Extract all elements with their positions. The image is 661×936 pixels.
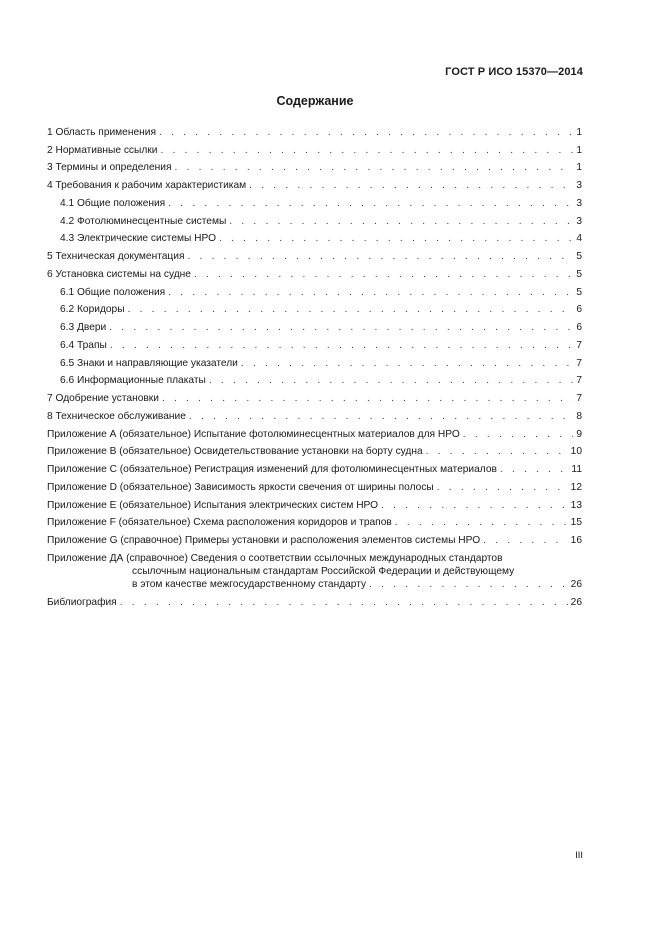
toc-entry[interactable] — [47, 228, 582, 246]
toc-entry-label: Приложение С (обязательное) Регистрация изменений для фотолюминесцентных материалов — [47, 464, 497, 475]
toc-leader-dots — [437, 481, 568, 494]
toc-entry-label: 6.5 Знаки и направляющие указатели — [60, 357, 238, 369]
toc-leader-dots — [209, 374, 574, 387]
toc-entry[interactable] — [47, 370, 582, 388]
toc-entry[interactable] — [47, 174, 582, 192]
toc-entry-page: 26 — [570, 579, 582, 590]
toc-entry-label: Приложение D (обязательное) Зависимость яркости свечения от ширины полосы — [47, 481, 434, 493]
toc-entry-label: 4.2 Фотолюминесцентные системы — [60, 215, 227, 227]
toc-entry-page: 7 — [576, 357, 582, 369]
toc-entry-page: 5 — [576, 251, 582, 262]
toc-entry[interactable] — [47, 529, 582, 547]
toc-entry-label: Приложение G (справочное) Примеры установки и расположения элементов системы НРО — [47, 535, 481, 546]
toc-leader-dots — [463, 428, 574, 441]
toc-entry[interactable] — [47, 334, 582, 352]
toc-entry-label: Библиография — [47, 596, 117, 608]
table-of-contents — [47, 121, 582, 609]
toc-entry-page: 9 — [576, 428, 582, 440]
toc-entry-label: 4.1 Общие положения — [60, 197, 166, 209]
toc-leader-dots — [219, 232, 573, 245]
toc-entry-label: 6 Установка системы на судне — [47, 268, 191, 280]
toc-entry[interactable] — [47, 121, 582, 139]
toc-entry-label: 6.2 Коридоры — [60, 304, 125, 316]
toc-leader-dots — [426, 445, 568, 458]
toc-entry[interactable] — [47, 441, 582, 459]
toc-leader-dots — [168, 197, 573, 210]
toc-entry-label: 3 Термины и определения — [47, 162, 172, 174]
toc-entry-label: Приложение ДА (справочное) Сведения о соответствии ссылочных международных стандартов — [47, 553, 503, 564]
toc-entry-label: 1 Область применения — [47, 126, 156, 138]
toc-entry[interactable] — [47, 512, 582, 530]
toc-entry-label: 5 Техническая документация — [47, 251, 185, 262]
toc-entry-label: Приложение В (обязательное) Освидетельствование установки на борту судна — [47, 446, 423, 458]
toc-leader-dots — [189, 410, 573, 423]
toc-entry[interactable] — [47, 316, 582, 334]
toc-leader-dots — [381, 499, 568, 512]
toc-entry-appendix-da[interactable] — [47, 547, 582, 591]
toc-leader-dots — [168, 286, 573, 299]
toc-entry-page: 12 — [570, 481, 582, 493]
page-number: III — [575, 850, 583, 861]
toc-leader-dots — [120, 596, 568, 609]
toc-entry-label: 8 Техническое обслуживание — [47, 410, 186, 422]
toc-entry-label: Приложение F (обязательное) Схема расположения коридоров и трапов — [47, 517, 392, 529]
toc-leader-dots — [395, 516, 568, 529]
toc-entry[interactable] — [47, 192, 582, 210]
toc-entry-label: в этом качестве межгосударственному стандарту — [132, 579, 367, 590]
toc-leader-dots — [500, 463, 569, 476]
toc-title: Содержание — [276, 94, 354, 108]
toc-entry[interactable] — [47, 245, 582, 263]
toc-leader-dots — [128, 303, 574, 316]
toc-leader-dots — [229, 215, 573, 228]
toc-entry-label: 6.6 Информационные плакаты — [60, 375, 206, 387]
toc-entry[interactable] — [47, 476, 582, 494]
toc-leader-dots — [159, 126, 573, 139]
toc-items — [47, 121, 582, 547]
toc-entry[interactable] — [47, 210, 582, 228]
toc-entry[interactable] — [47, 352, 582, 370]
toc-entry-label: 7 Одобрение установки — [47, 393, 159, 404]
toc-entry-label: 6.4 Трапы — [60, 339, 107, 351]
toc-entry-label: 6.1 Общие положения — [60, 286, 166, 298]
toc-entry-label: 4.3 Электрические системы НРО — [60, 233, 216, 245]
toc-entry[interactable] — [47, 494, 582, 512]
toc-leader-dots — [241, 357, 573, 370]
toc-leader-dots — [162, 392, 573, 405]
toc-entry-page: 10 — [570, 446, 582, 458]
toc-leader-dots — [483, 534, 568, 547]
toc-entry-label: ссылочным национальным стандартам Российской Федерации и действующему — [132, 566, 515, 577]
toc-entry-page: 6 — [576, 322, 582, 333]
toc-entry-bibliography[interactable] — [47, 591, 582, 609]
toc-leader-dots — [110, 339, 574, 352]
toc-entry-page: 13 — [570, 499, 582, 511]
toc-entry-page: 26 — [570, 596, 582, 608]
toc-entry[interactable] — [47, 281, 582, 299]
toc-entry-last-line — [47, 578, 582, 591]
toc-entry[interactable] — [47, 387, 582, 405]
toc-entry-page: 1 — [576, 162, 582, 174]
toc-entry-page: 7 — [576, 339, 582, 351]
toc-entry-page: 1 — [576, 126, 582, 138]
toc-entry-page: 8 — [576, 410, 582, 422]
toc-entry-page: 3 — [576, 215, 582, 227]
toc-entry-label: 6.3 Двери — [60, 322, 107, 333]
toc-entry-page: 1 — [576, 144, 582, 156]
toc-leader-dots — [174, 161, 573, 174]
toc-leader-dots — [109, 321, 573, 334]
toc-leader-dots — [249, 179, 573, 192]
toc-entry-page: 5 — [576, 286, 582, 298]
toc-leader-dots — [187, 250, 573, 263]
toc-entry-page: 15 — [570, 517, 582, 529]
toc-entry[interactable] — [47, 458, 582, 476]
toc-leader-dots — [160, 144, 573, 157]
toc-entry-page: 6 — [576, 304, 582, 316]
toc-entry-page: 3 — [576, 197, 582, 209]
toc-entry-label: Приложение Е (обязательное) Испытания электрических систем НРО — [47, 499, 379, 511]
toc-entry-page: 11 — [571, 464, 582, 475]
toc-entry-page: 7 — [576, 393, 582, 404]
toc-entry-page: 5 — [576, 268, 582, 280]
toc-entry[interactable] — [47, 405, 582, 423]
toc-entry[interactable] — [47, 299, 582, 317]
toc-entry-page: 16 — [570, 535, 582, 546]
toc-leader-dots — [194, 268, 573, 281]
toc-leader-dots — [369, 578, 568, 591]
toc-entry-page: 3 — [576, 180, 582, 191]
toc-entry-page: 7 — [576, 375, 582, 387]
toc-entry-label: Приложение А (обязательное) Испытание фотолюминесцентных материалов для НРО — [47, 428, 460, 440]
toc-entry-label: 4 Требования к рабочим характеристикам — [47, 180, 247, 191]
toc-entry[interactable] — [47, 263, 582, 281]
document-header: ГОСТ Р ИСО 15370—2014 — [445, 66, 583, 78]
toc-entry[interactable] — [47, 139, 582, 157]
toc-entry-label: 2 Нормативные ссылки — [47, 144, 158, 156]
toc-entry-page: 4 — [576, 233, 582, 245]
toc-entry[interactable] — [47, 157, 582, 175]
toc-entry[interactable] — [47, 423, 582, 441]
